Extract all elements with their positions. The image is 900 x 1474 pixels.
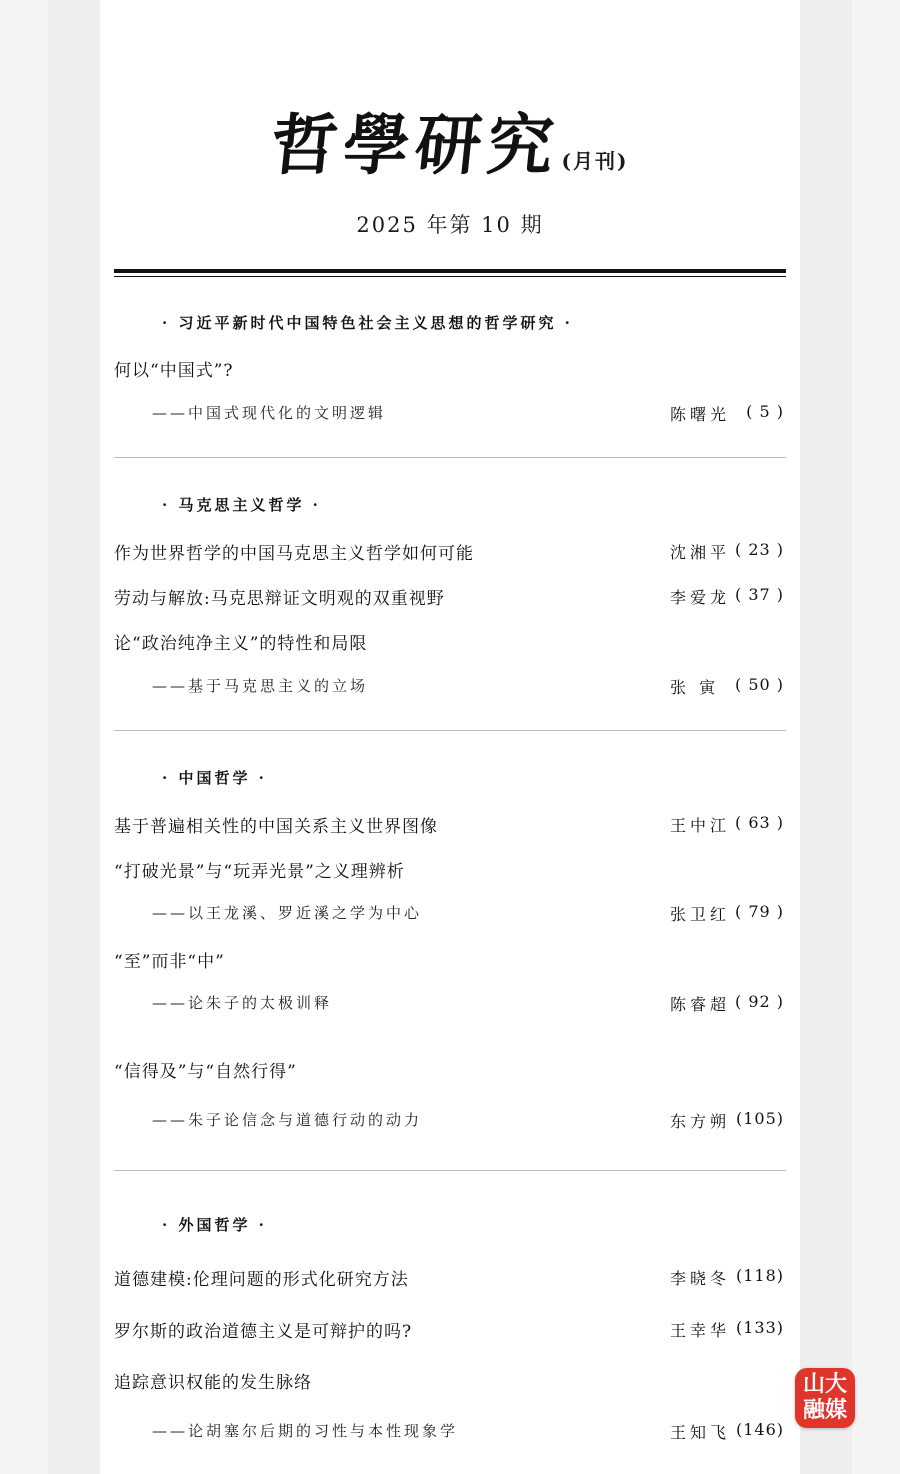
article-title: 何以“中国式”?	[114, 361, 234, 381]
article-subtitle: ——朱子论信念与道德行动的动力	[152, 1111, 423, 1129]
article-author: 沈湘平	[670, 543, 731, 562]
article-title: 论“政治纯净主义”的特性和局限	[114, 634, 368, 654]
media-logo-badge	[795, 1368, 855, 1428]
article-page: ( 92 )	[734, 992, 784, 1011]
article-author: 张卫红	[670, 905, 731, 924]
article-author: 陈曙光	[670, 405, 731, 424]
header-rule-thick	[114, 269, 786, 273]
section-heading: · 中国哲学 ·	[162, 769, 267, 787]
article-author: 东方朔	[670, 1112, 731, 1131]
article-author: 王幸华	[670, 1321, 731, 1340]
article-author: 张 寅	[670, 678, 720, 697]
article-title: 作为世界哲学的中国马克思主义哲学如何可能	[114, 544, 474, 564]
article-page: ( 50 )	[734, 675, 784, 694]
header-rule-thin	[114, 276, 786, 277]
article-author: 王中江	[670, 816, 731, 835]
article-author: 李晓冬	[670, 1269, 731, 1288]
media-logo-text: 山大融媒	[802, 1372, 847, 1423]
page-margin-right	[852, 0, 900, 1474]
article-title: “信得及”与“自然行得”	[114, 1062, 297, 1082]
section-heading: · 外国哲学 ·	[162, 1216, 267, 1234]
issue-number: 2025 年第 10 期	[356, 213, 544, 237]
article-page: (105)	[735, 1109, 784, 1128]
section-divider	[114, 457, 786, 458]
section-divider	[114, 730, 786, 731]
article-title: “至”而非“中”	[114, 952, 225, 972]
article-page: ( 5 )	[746, 402, 784, 421]
article-subtitle: ——论胡塞尔后期的习性与本性现象学	[152, 1422, 459, 1440]
section-divider	[114, 1170, 786, 1171]
article-subtitle: ——基于马克思主义的立场	[152, 677, 369, 695]
article-author: 陈睿超	[670, 995, 731, 1014]
section-heading: · 马克思主义哲学 ·	[162, 496, 321, 514]
article-page: ( 63 )	[734, 813, 784, 832]
journal-frequency: (月刊)	[561, 149, 629, 173]
article-page: (118)	[735, 1266, 784, 1285]
article-title: 罗尔斯的政治道德主义是可辩护的吗?	[114, 1322, 413, 1342]
masthead	[100, 92, 800, 187]
article-author: 王知飞	[670, 1423, 731, 1442]
article-subtitle: ——以王龙溪、罗近溪之学为中心	[152, 904, 423, 922]
article-title: 追踪意识权能的发生脉络	[114, 1373, 312, 1393]
article-page: (133)	[735, 1318, 784, 1337]
article-subtitle: ——中国式现代化的文明逻辑	[152, 404, 387, 422]
journal-title: 哲學研究	[266, 106, 564, 184]
article-title: 劳动与解放:马克思辩证文明观的双重视野	[114, 589, 445, 609]
article-page: ( 23 )	[734, 540, 784, 559]
document-page	[100, 0, 800, 1474]
article-title: 基于普遍相关性的中国关系主义世界图像	[114, 817, 438, 837]
section-heading: · 习近平新时代中国特色社会主义思想的哲学研究 ·	[162, 314, 573, 332]
article-title: “打破光景”与“玩弄光景”之义理辨析	[114, 862, 405, 882]
article-page: (146)	[735, 1420, 784, 1439]
article-title: 道德建模:伦理问题的形式化研究方法	[114, 1270, 409, 1290]
page-margin-left	[0, 0, 48, 1474]
article-subtitle: ——论朱子的太极训释	[152, 994, 333, 1012]
article-page: ( 37 )	[734, 585, 784, 604]
article-page: ( 79 )	[734, 902, 784, 921]
article-author: 李爱龙	[670, 588, 731, 607]
